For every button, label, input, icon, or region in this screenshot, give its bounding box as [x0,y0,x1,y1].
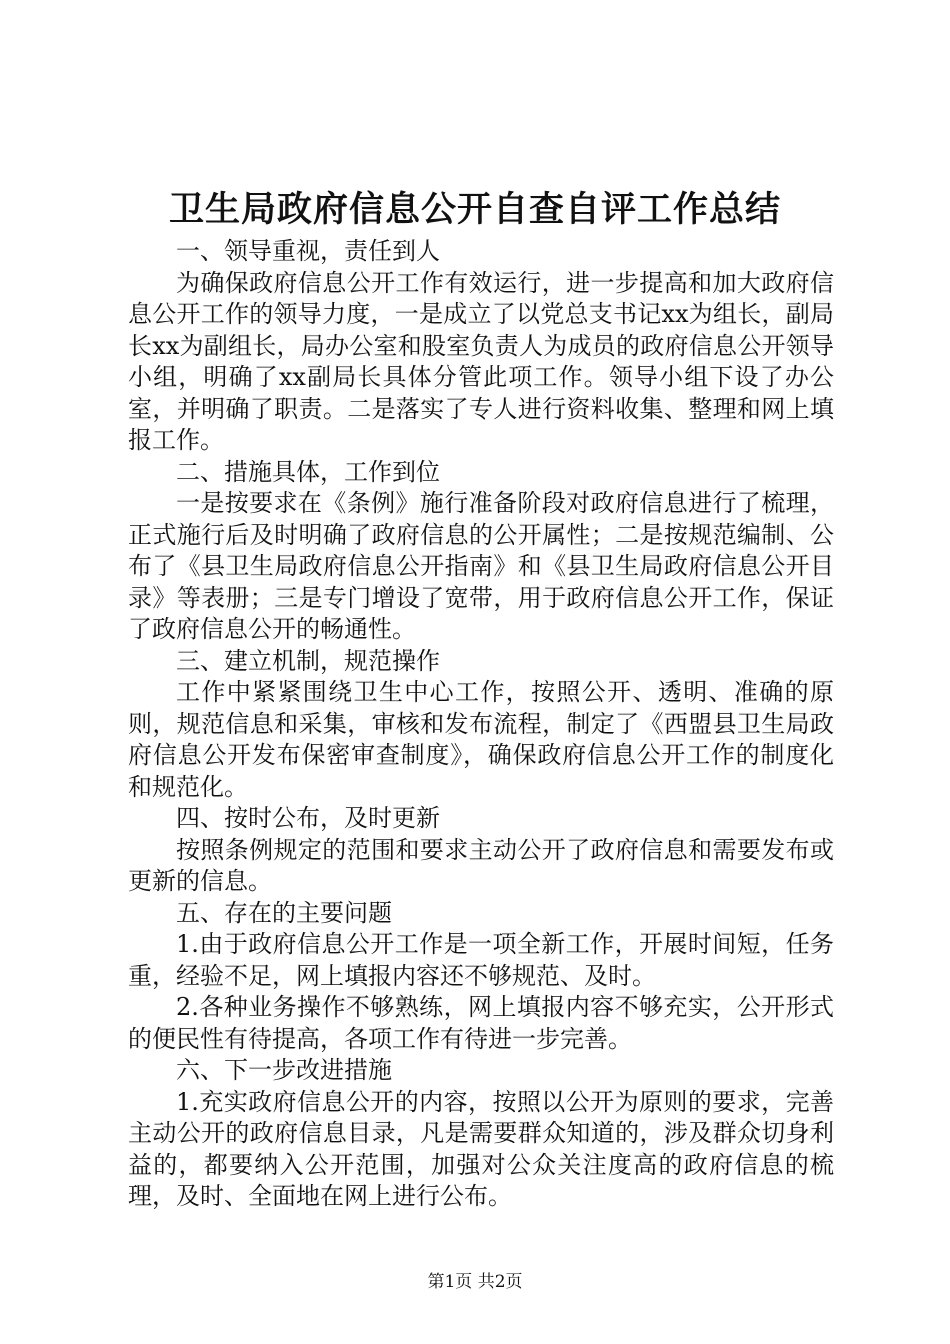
list-item-measure-1: 1.充实政府信息公开的内容，按照以公开为原则的要求，完善主动公开的政府信息目录，凡是需要群众知道的，涉及群众切身利益的，都要纳入公开范围，加强对公众关注度高的政府信息的梳理，及时、全面地在网上进行公布。 [128,1087,834,1210]
section-heading-1: 一、领导重视，责任到人 [176,237,440,265]
section-heading-4: 四、按时公布，及时更新 [176,804,440,832]
paragraph-3: 工作中紧紧围绕卫生中心工作，按照公开、透明、准确的原则，规范信息和采集，审核和发布流程，制定了《西盟县卫生局政府信息公开发布保密审查制度》，确保政府信息公开工作的制度化和规范化。 [128,678,834,801]
document-title: 卫生局政府信息公开自查自评工作总结 [168,189,781,230]
document-body [128,236,834,1213]
paragraph-4: 按照条例规定的范围和要求主动公开了政府信息和需要发布或更新的信息。 [128,835,834,895]
section-heading-3: 三、建立机制，规范操作 [176,646,440,675]
paragraph-1: 为确保政府信息公开工作有效运行，进一步提高和加大政府信息公开工作的领导力度，一是成立了以党总支书记xx为组长，副局长xx为副组长，局办公室和股室负责人为成员的政府信息公开领导小组，明确了xx副局长具体分管此项工作。领导小组下设了办公室，并明确了职责。二是落实了专人进行资料收集、整理和网上填报工作。 [128,268,834,454]
list-item-problem-1: 1.由于政府信息公开工作是一项全新工作，开展时间短，任务重，经验不足，网上填报内容还不够规范、及时。 [128,930,834,990]
section-heading-2: 二、措施具体，工作到位 [176,457,440,486]
list-item-problem-2: 2.各种业务操作不够熟练，网上填报内容不够充实，公开形式的便民性有待提高，各项工作有待进一步完善。 [128,993,834,1053]
section-heading-5: 五、存在的主要问题 [176,898,392,927]
page-footer [0,1271,950,1293]
page-number: 第1页 [427,1272,473,1292]
section-heading-6: 六、下一步改进措施 [176,1056,392,1084]
page-total: 共2页 [477,1272,523,1292]
paragraph-2: 一是按要求在《条例》施行准备阶段对政府信息进行了梳理，正式施行后及时明确了政府信息的公开属性；二是按规范编制、公布了《县卫生局政府信息公开指南》和《县卫生局政府信息公开目录》等表册；三是专门增设了宽带，用于政府信息公开工作，保证了政府信息公开的畅通性。 [128,489,834,643]
